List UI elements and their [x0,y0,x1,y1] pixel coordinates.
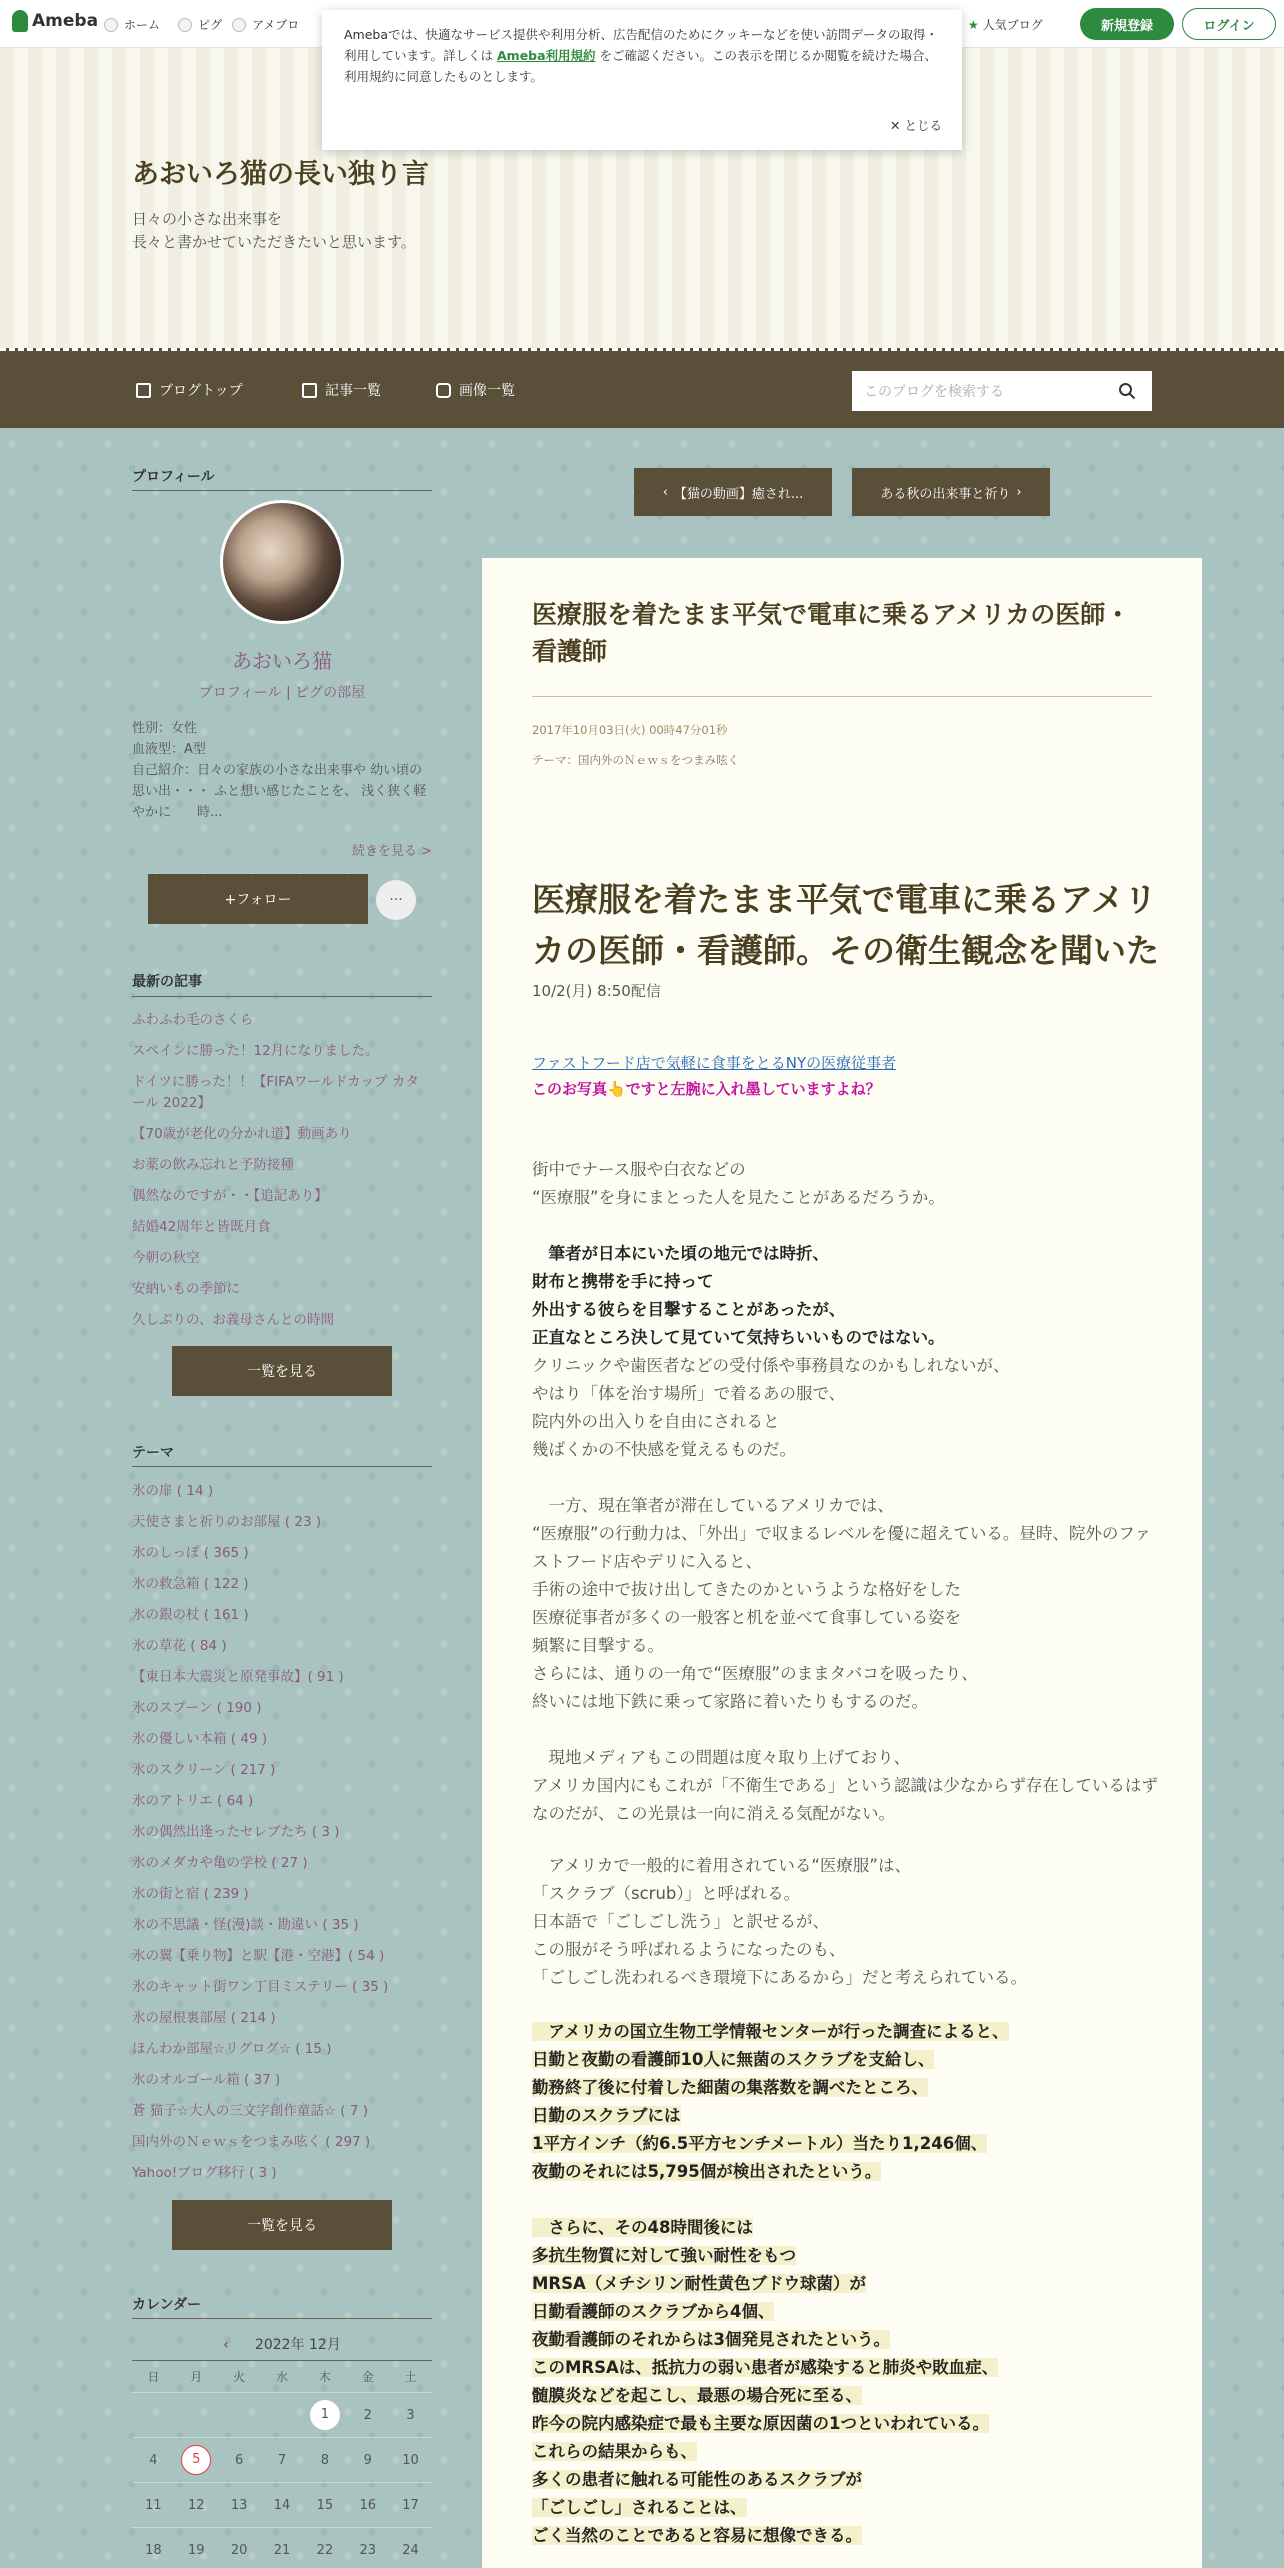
list-item[interactable]: 氷の救急箱 ( 122 ) [132,1576,249,1592]
calendar-day: 10 [389,2438,432,2483]
chevron-right-icon: › [1016,484,1022,500]
weekday: 木 [303,2361,346,2393]
logo-text: Ameba [32,11,99,31]
next-article-button[interactable] [852,468,1050,516]
text-line: 街中でナース服や白衣などの [532,1160,746,1179]
calendar-day: 21 [261,2528,304,2568]
camera-icon [436,383,451,398]
theme-list [132,1476,432,2189]
highlight-line: 日勤と夜勤の看護師10人に無菌のスクラブを支給し、 [532,2050,935,2069]
list-item[interactable]: お薬の飲み忘れと予防接種 [132,1157,294,1173]
popular-label: 人気ブログ [982,18,1043,32]
highlight-line: アメリカの国立生物工学情報センターが行った調査によると、 [532,2022,1009,2041]
paragraph [532,1156,1162,1212]
list-item[interactable]: 氷のオルゴール箱 ( 37 ) [132,2072,281,2088]
paragraph-highlight [532,2018,1162,2186]
text-line: アメリカで一般的に着用されている“医療服”は、 [532,1856,911,1875]
list-item[interactable]: 偶然なのですが・・【追記あり】 [132,1188,328,1204]
list-item[interactable]: 氷の銀の杖 ( 161 ) [132,1607,249,1623]
popular-blog-link[interactable] [968,16,1043,33]
avatar[interactable] [220,500,344,624]
paragraph [532,1852,1162,1992]
text-line: 終いには地下鉄に乗って家路に着いたりもするのだ。 [532,1692,928,1711]
text-line: 筆者が日本にいた頃の地元では時折、 [532,1244,829,1263]
desc-line: 長々と書かせていただきたいと思います。 [132,233,416,251]
topnav-home[interactable] [104,16,160,33]
highlight-line: 日勤のスクラブには [532,2106,681,2125]
list-item[interactable]: 氷の草花 ( 84 ) [132,1638,227,1654]
cookie-notice [322,10,962,150]
divider [132,1466,432,1467]
follow-button[interactable]: +フォロー [148,874,368,924]
highlight-line: 日勤看護師のスクラブから4個、 [532,2302,775,2321]
list-item[interactable]: Yahoo!ブログ移行 ( 3 ) [132,2165,277,2181]
paragraph-highlight [532,2214,1162,2550]
info-line: 血液型：A型 [132,742,206,757]
calendar-heading: カレンダー [132,2297,202,2313]
calendar-day: 11 [132,2483,175,2528]
calendar-day: 18 [132,2528,175,2568]
topnav-home-label: ホーム [124,18,161,32]
document-icon [136,383,151,398]
text-line: 日本語で「ごしごし洗う」と訳せるが、 [532,1912,829,1931]
ameba-logo[interactable] [12,10,98,32]
article-date: 2017年10月03日(火) 00時47分01秒 [532,723,728,737]
nav-article-list[interactable] [302,380,381,400]
text-line: 「スクラブ（scrub）」と呼ばれる。 [532,1884,801,1903]
highlight-line: 1平方インチ（約6.5平方センチメートル）当たり1,246個、 [532,2134,988,2153]
text-line: 手術の途中で抜け出してきたのかというような格好をした [532,1580,961,1599]
list-item[interactable]: 氷のメダカや亀の学校 ( 27 ) [132,1855,308,1871]
highlight-line: MRSA（メチシリン耐性黄色ブドウ球菌）が [532,2274,866,2293]
chevron-left-icon[interactable]: ‹ [223,2337,229,2353]
divider [132,996,432,997]
signup-button[interactable]: 新規登録 [1080,8,1174,40]
text-line: 外出する彼らを目撃することがあったが、 [532,1300,846,1319]
highlight-line: これらの結果からも、 [532,2442,697,2461]
profile-name[interactable]: あおいろ猫 [232,649,332,673]
list-item[interactable]: ドイツに勝った！！【FIFAワールドカップ カタール 2022】 [132,1074,419,1111]
divider [132,2318,432,2319]
list-item[interactable]: 氷の偶然出逢ったセレブたち ( 3 ) [132,1824,340,1840]
calendar-day: 19 [175,2528,218,2568]
recent-heading: 最新の記事 [132,974,202,990]
calendar-day-today[interactable]: 5 [181,2445,211,2475]
list-item[interactable]: 今朝の秋空 [132,1250,200,1266]
list-item[interactable]: 氷の街と宿 ( 239 ) [132,1886,249,1902]
calendar-day: 8 [303,2438,346,2483]
list-item[interactable]: 【東日本大震災と原発事故】( 91 ) [132,1669,344,1685]
list-item[interactable]: ほんわか部屋☆リグログ☆ ( 15 ) [132,2041,332,2057]
article-published: 10/2(月) 8:50配信 [532,982,661,1000]
text-line: “医療服”を身にまとった人を見たことがあるだろうか。 [532,1188,945,1207]
cookie-close-button[interactable] [890,115,942,136]
pigg-icon [178,18,192,32]
divider [532,696,1152,697]
calendar-day: 22 [303,2528,346,2568]
blog-search-input[interactable]: このブログを検索する [852,371,1152,411]
info-line: 自己紹介：日々の家族の小さな出来事や 幼い頃の思い出・・・ ふと想い感じたことを、 浅く狭く軽やかに 時... [132,763,427,820]
search-icon[interactable] [1118,382,1136,400]
terms-link[interactable]: Ameba利用規約 [497,48,596,63]
text-line: 現地メディアもこの問題は度々取り上げており、 [532,1748,911,1767]
close-icon: ✕ [890,118,905,133]
text-line: さらには、通りの一角で“医療服”のままタバコを吸ったり、 [532,1664,978,1683]
topnav-ameblo-label: アメブロ [252,18,300,32]
divider [132,490,432,491]
calendar-day: 13 [218,2483,261,2528]
text-line: 院内外の出入りを自由にされると [532,1412,780,1431]
list-item[interactable]: 氷のキャット街ワン丁目ミステリー ( 35 ) [132,1979,389,1995]
calendar-nav [132,2334,432,2354]
text-line: 一方、現在筆者が滞在しているアメリカでは、 [532,1496,894,1515]
weekday: 日 [132,2361,175,2393]
ameblo-icon [232,18,246,32]
calendar-day [175,2393,218,2438]
list-item[interactable]: 氷のアトリエ ( 64 ) [132,1793,254,1809]
calendar-day: 4 [132,2438,175,2483]
topnav-ameblo[interactable] [232,16,299,33]
blog-description [132,208,732,254]
list-item[interactable]: ふわふわ毛のさくら [132,1012,254,1028]
theme-see-all-button[interactable]: 一覧を見る [172,2200,392,2250]
article-title[interactable]: 医療服を着たまま平気で電車に乗るアメリカの医師・看護師 [532,600,1131,666]
prev-label: 【猫の動画】癒され... [673,486,804,502]
weekday: 火 [218,2361,261,2393]
pink-note: このお写真👆ですと左腕に入れ墨していますよね？ [532,1080,881,1098]
profile-link[interactable]: プロフィール [198,685,282,701]
login-button[interactable]: ログイン [1182,8,1276,40]
list-item[interactable]: スペインに勝った！12月になりました。 [132,1043,379,1059]
weekday: 月 [175,2361,218,2393]
profile-info [132,718,432,823]
nav-label: ブログトップ [159,383,243,399]
next-label: ある秋の出来事と祈り [880,486,1011,502]
calendar-grid [132,2360,432,2568]
calendar-day: 3 [389,2393,432,2438]
text-line: 医療従事者が多くの一般客と机を並べて食事している姿を [532,1608,961,1627]
list-item[interactable]: 天使さまと祈りのお部屋 ( 23 ) [132,1514,322,1530]
copy-icon [302,383,317,398]
desc-line: 日々の小さな出来事を [132,210,283,228]
separator: | [285,685,291,701]
calendar-day[interactable] [175,2438,218,2483]
highlight-line: このMRSAは、抵抗力の弱い患者が感染すると肺炎や敗血症、 [532,2358,999,2377]
text-line: クリニックや歯医者などの受付係や事務員なのかもしれないが、 [532,1356,1010,1375]
text-line: 財布と携帯を手に持って [532,1272,714,1291]
calendar-day: 12 [175,2483,218,2528]
calendar-day: 6 [218,2438,261,2483]
calendar-day: 14 [261,2483,304,2528]
calendar-day: 2 [346,2393,389,2438]
ameba-logo-icon [12,10,28,32]
topnav-pigg[interactable] [178,16,222,33]
list-item[interactable]: 氷の屋根裏部屋 ( 214 ) [132,2010,276,2026]
highlight-line: 夜勤看護師のそれからは3個発見されたという。 [532,2330,890,2349]
list-item[interactable]: 氷のしっぽ ( 365 ) [132,1545,249,1561]
calendar-day [132,2393,175,2438]
topnav-pigg-label: ピグ [198,18,223,32]
list-item[interactable]: 氷のスプーン ( 190 ) [132,1700,262,1716]
weekday: 土 [389,2361,432,2393]
text-line: 頻繁に目撃する。 [532,1636,664,1655]
calendar-day: 20 [218,2528,261,2568]
text-line: 幾ばくかの不快感を覚えるものだ。 [532,1440,796,1459]
calendar-day [261,2393,304,2438]
calendar-day: 7 [261,2438,304,2483]
list-item[interactable]: 国内外のＮｅｗｓをつまみ呟く ( 297 ) [132,2134,371,2150]
nav-image-list[interactable] [436,380,515,400]
text-line: 「ごしごし洗われるべき環境下にあるから」だと考えられている。 [532,1968,1027,1987]
highlight-line: 昨今の院内感染症で最も主要な原因菌の1つといわれている。 [532,2414,989,2433]
close-label: とじる [904,118,942,133]
calendar-day: 15 [303,2483,346,2528]
text-line: やはり「体を治す場所」で着るあの服で、 [532,1384,846,1403]
article-headline: 医療服を着たまま平気で電車に乗るアメリカの医師・看護師。その衛生観念を聞いた [532,880,1159,970]
highlight-line: 髄膜炎などを起こし、最悪の場合死に至る、 [532,2386,862,2405]
list-item[interactable]: 結婚42周年と皆既月食 [132,1219,271,1235]
recent-list [132,1005,432,1336]
pigg-room-link[interactable]: ピグの部屋 [295,685,366,701]
text-line: 正直なところ決して見ていて気持ちいいものではない。 [532,1328,945,1347]
calendar-day-posted[interactable]: 1 [310,2400,340,2430]
list-item[interactable]: 氷の翼【乗り物】と駅【港・空港】( 54 ) [132,1948,385,1964]
star-icon: ★ [968,17,979,32]
highlight-line: 「ごしごし」されることは、 [532,2498,747,2517]
calendar-day: 17 [389,2483,432,2528]
read-more-link[interactable]: 続きを見る > [351,844,432,859]
photo-link[interactable]: ファストフード店で気軽に食事をとるNYの医療従事者 [532,1054,897,1072]
article-theme-link[interactable]: テーマ：国内外のＮｅｗｓをつまみ呟く [532,753,739,767]
text-line: “医療服”の行動力は、「外出」で収まるレベルを優に超えている。昼時、院外のファストフード店やデリに入ると、 [532,1524,1152,1571]
text-line: アメリカ国内にもこれが「不衛生である」という認識は少なからず存在しているはずなのだが、この光景は一向に消える気配がない。 [532,1776,1158,1823]
recent-see-all-button[interactable]: 一覧を見る [172,1346,392,1396]
profile-links [132,682,432,702]
calendar-day: 23 [346,2528,389,2568]
list-item[interactable]: 【70歳が老化の分かれ道】動画あり [132,1126,352,1142]
home-icon [104,18,118,32]
list-item[interactable]: 氷の優しい本箱 ( 49 ) [132,1731,268,1747]
theme-heading: テーマ [132,1445,174,1461]
list-item[interactable]: 氷のスクリーン ( 217 ) [132,1762,276,1778]
highlight-line: 勤務終了後に付着した細菌の集落数を調べたところ、 [532,2078,928,2097]
prev-article-button[interactable] [634,468,832,516]
more-options-button[interactable]: ··· [376,880,416,920]
cookie-text: Amebaでは、快適なサービス提供や利用分析、広告配信のためにクッキーなどを使い訪問データの取得・利用しています。詳しくは [344,27,939,63]
chevron-left-icon: ‹ [662,484,668,500]
calendar-month: 2022年 12月 [254,2337,341,2353]
paragraph [532,1744,1162,1828]
calendar-day: 24 [389,2528,432,2568]
blog-title[interactable]: あおいろ猫の長い独り言 [132,159,429,190]
calendar-day: 16 [346,2483,389,2528]
list-item[interactable]: 氷の不思議・怪(漫)談・勘違い ( 35 ) [132,1917,359,1933]
highlight-line: 多くの患者に触れる可能性のあるスクラブが [532,2470,862,2489]
list-item[interactable]: 久しぶりの、お義母さんとの時間 [132,1312,334,1328]
list-item[interactable]: 氷の扉 ( 14 ) [132,1483,214,1499]
text-line: この服がそう呼ばれるようになったのも、 [532,1940,846,1959]
nav-blog-top[interactable] [136,380,243,400]
highlight-line: ごく当然のことであると容易に想像できる。 [532,2526,862,2545]
paragraph [532,1240,1162,1464]
calendar-day: 9 [346,2438,389,2483]
calendar-day [218,2393,261,2438]
paragraph [532,1492,1162,1716]
weekday: 水 [261,2361,304,2393]
highlight-line: 多抗生物質に対して強い耐性をもつ [532,2246,796,2265]
nav-label: 画像一覧 [459,383,515,399]
highlight-line: 夜勤のそれには5,795個が検出されたという。 [532,2162,882,2181]
highlight-line: さらに、その48時間後には [532,2218,753,2237]
list-item[interactable]: 安納いもの季節に [132,1281,240,1297]
profile-heading: プロフィール [132,469,215,485]
list-item[interactable]: 蒼 猫子☆大人の三文字創作童話☆ ( 7 ) [132,2103,368,2119]
cookie-text: をご確認ください。この表示を閉じるか閲覧を続けた場合、利用規約に同意したものとします。 [344,48,938,84]
calendar-day[interactable] [303,2393,346,2438]
weekday: 金 [346,2361,389,2393]
info-line: 性別：女性 [132,721,198,736]
nav-label: 記事一覧 [325,383,381,399]
